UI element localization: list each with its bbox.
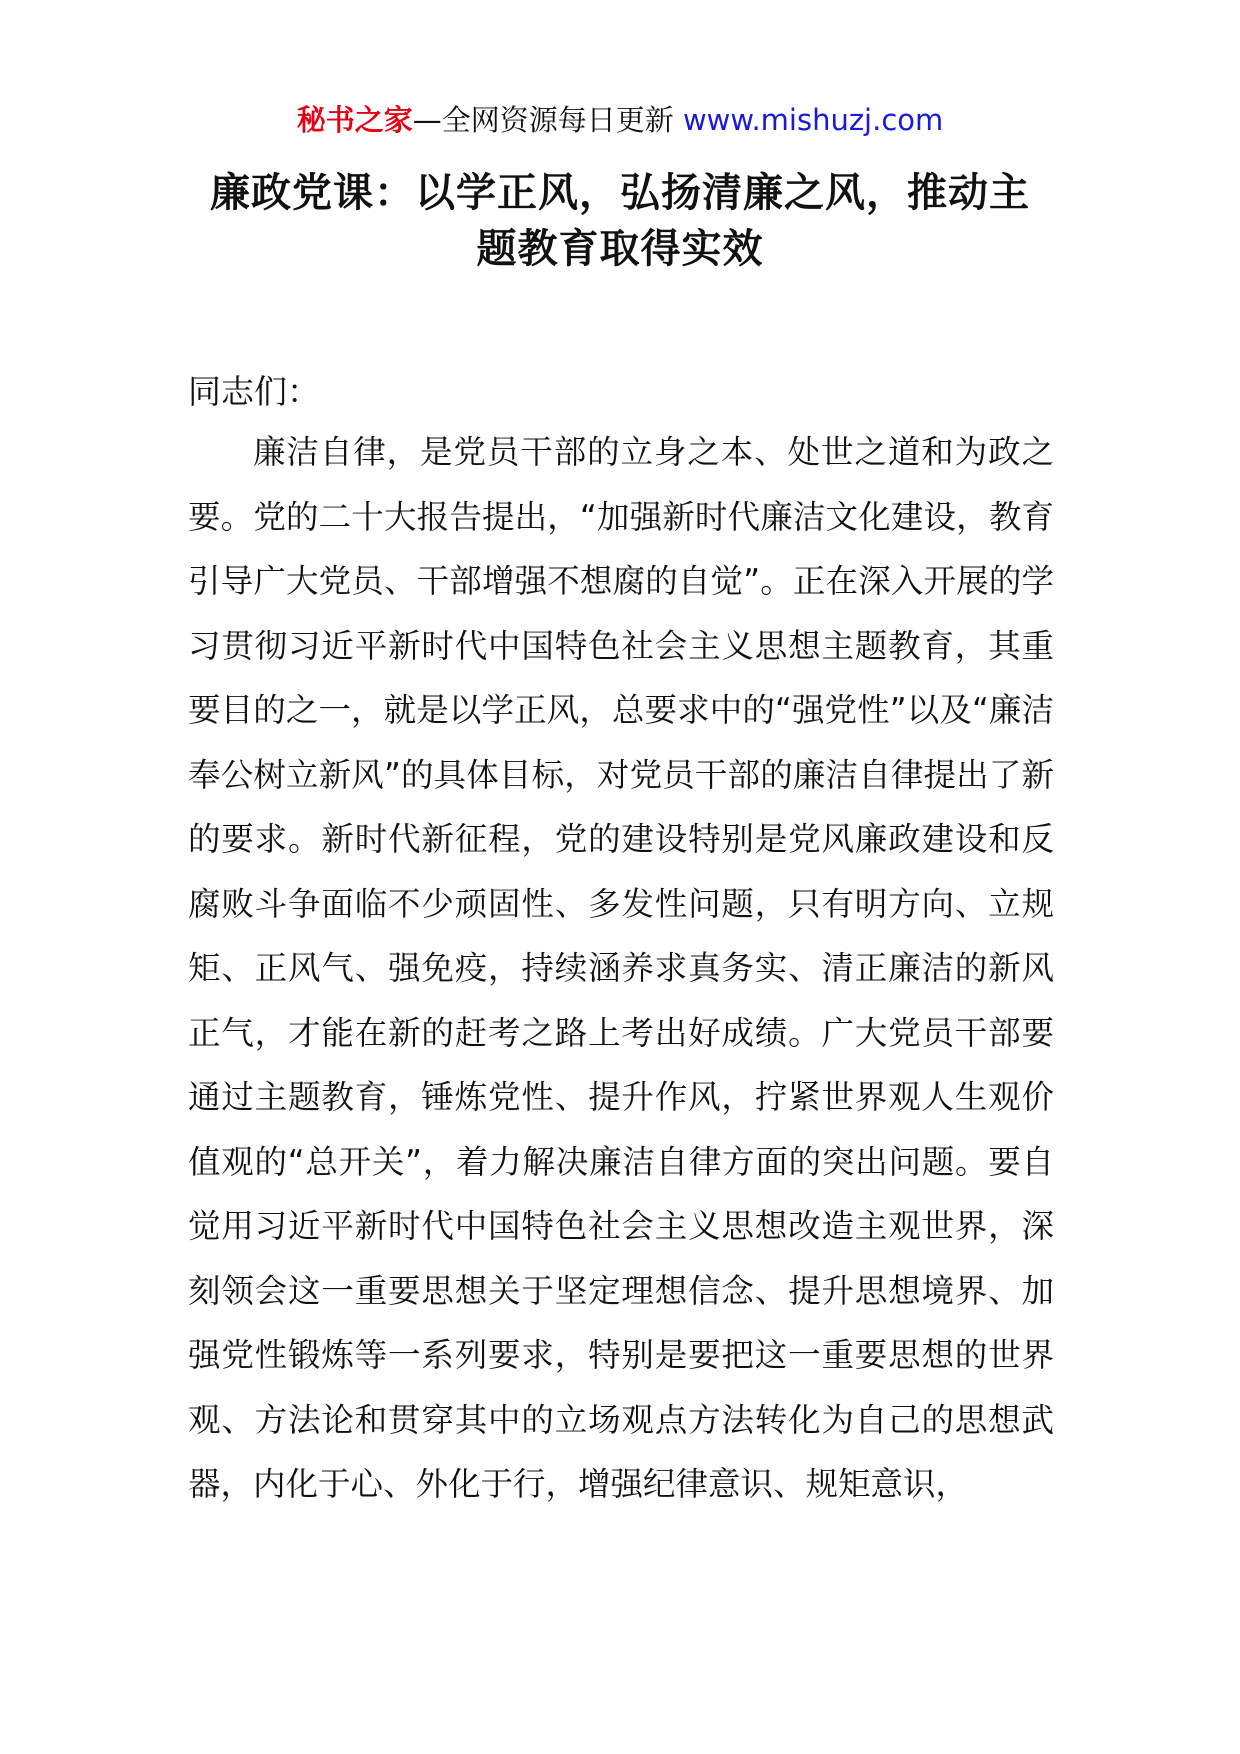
site-url-link[interactable]: www.mishuzj.com xyxy=(682,103,944,137)
brand-name: 秘书之家 xyxy=(296,103,413,137)
salutation: 同志们： xyxy=(188,372,320,411)
document-title: 廉政党课：以学正风，弘扬清廉之风，推动主题教育取得实效 xyxy=(210,170,1030,272)
header-tagline: —全网资源每日更新 xyxy=(412,103,674,137)
body-paragraph: 廉洁自律，是党员干部的立身之本、处世之道和为政之要。党的二十大报告提出，“加强新时代廉洁文化建设，教育引导广大党员、干部增强不想腐的自觉”。正在深入开展的学习贯彻习近平新时代中国特色社会主义思想主题教育，其重要目的之一，就是以学正风，总要求中的“强党性”以及“廉洁奉公树立新风”的具体目标，对党员干部的廉洁自律提出了新的要求。新时代新征程，党的建设特别是党风廉政建设和反腐败斗争面临不少顽固性、多发性问题，只有明方向、立规矩、正风气、强免疫，持续涵养求真务实、清正廉洁的新风正气，才能在新的赶考之路上考出好成绩。广大党员干部要通过主题教育，锤炼党性、提升作风，拧紧世界观人生观价值观的“总开关”，着力解决廉洁自律方面的突出问题。要自觉用习近平新时代中国特色社会主义思想改造主观世界，深刻领会这一重要思想关于坚定理想信念、提升思想境界、加强党性锻炼等一系列要求，特别是要把这一重要思想的世界观、方法论和贯穿其中的立场观点方法转化为自己的思想武器，内化于心、外化于行，增强纪律意识、规矩意识， xyxy=(188,433,1054,1503)
site-header xyxy=(0,100,1240,140)
